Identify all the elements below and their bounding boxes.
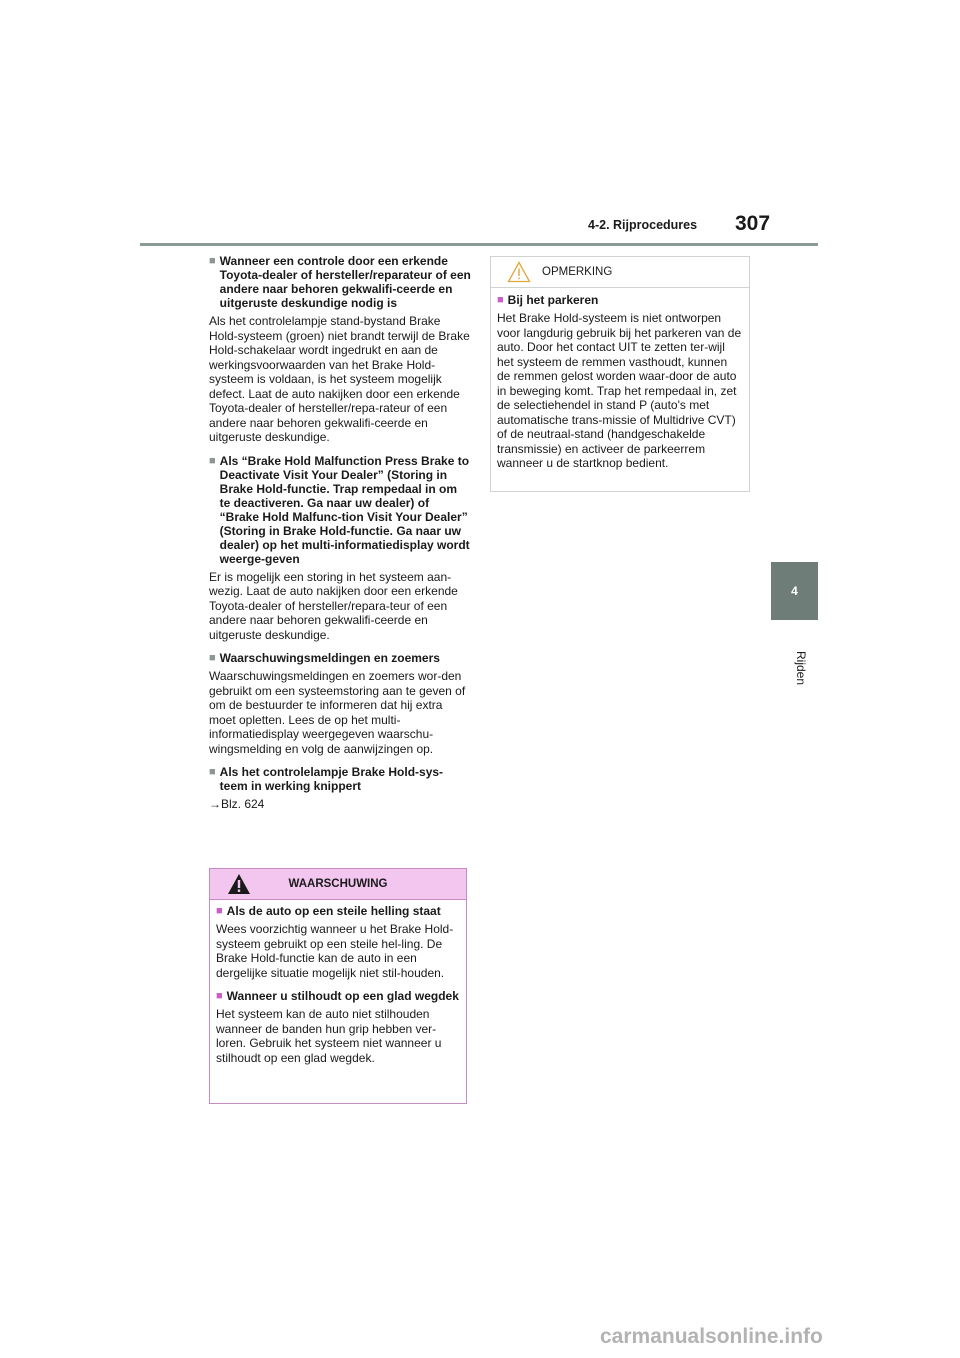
square-bullet-icon: ■ bbox=[216, 905, 223, 917]
note-title-bar bbox=[491, 257, 749, 288]
warning-box bbox=[209, 868, 467, 1104]
note-box bbox=[490, 256, 750, 492]
square-bullet-icon: ■ bbox=[209, 454, 216, 467]
section-body: Het systeem kan de auto niet stilhouden wanneer de banden hun grip hebben ver-loren. Gebruik het systeem niet wanneer u stilhoudt op een glad wegdek. bbox=[216, 1007, 442, 1065]
square-bullet-icon: ■ bbox=[209, 652, 216, 664]
header-rule bbox=[140, 243, 818, 246]
section-heading: Als de auto op een steile helling staat bbox=[226, 904, 441, 918]
warning-title: WAARSCHUWING bbox=[288, 877, 388, 890]
section-body: Wees voorzichtig wanneer u het Brake Hold-systeem gebruikt op een steile hel-ling. De Brake Hold-functie kan de auto in een dergelijke situatie mogelijk niet stil-houden. bbox=[216, 922, 454, 980]
square-bullet-icon: ■ bbox=[209, 255, 216, 267]
section-body: Als het controlelampje stand-bystand Brake Hold-systeem (groen) niet brandt terwijl de Brake Hold-schakelaar wordt ingedrukt en aan de werkingsvoorwaarden van het Brake Hold-systeem is voldaan, is het systeem mogelijk defect. Laat de auto nakijken door een erkende Toyota-dealer of hersteller/repa-rateur of een andere naar behoren gekwalifi-ceerde en uitgeruste deskundige. bbox=[209, 314, 470, 444]
section-heading: Als het controlelampje Brake Hold-sys-teem in werking knippert bbox=[219, 765, 444, 793]
section-heading: Waarschuwingsmeldingen en zoemers bbox=[219, 651, 440, 665]
section-heading: Als “Brake Hold Malfunction Press Brake to Deactivate Visit Your Dealer” (Storing in Brake Hold-functie. Trap rempedaal in om te deactiveren. Ga naar uw dealer) of “Brake Hold Malfunc-tion Visit Your Dealer” (Storing in Brake Hold-functie. Ga naar uw dealer) op het multi-informatiedisplay wordt weerge-geven bbox=[219, 453, 470, 566]
square-bullet-icon: ■ bbox=[497, 294, 504, 306]
page-reference-link[interactable]: →Blz. 624 bbox=[209, 797, 265, 811]
section-heading: Bij het parkeren bbox=[507, 293, 599, 307]
square-bullet-icon: ■ bbox=[209, 766, 216, 778]
section-indicator-flashing bbox=[209, 765, 471, 812]
page-number: 307 bbox=[735, 212, 771, 235]
warning-title-bar bbox=[210, 869, 466, 900]
section-body: Waarschuwingsmeldingen en zoemers wor-den gebruikt om een systeemstoring aan te geven of om de bestuurder te informeren dat hij extra moet opletten. Lees de op het multi-informatiedisplay weergegeven waarschu-wingsmelding en volg de aanwijzingen op. bbox=[209, 669, 466, 756]
chapter-number: 4 bbox=[791, 584, 798, 598]
section-malfunction-message bbox=[209, 454, 471, 643]
section-heading: Wanneer u stilhoudt op een glad wegdek bbox=[226, 989, 459, 1003]
section-heading: Wanneer een controle door een erkende Toyota-dealer of hersteller/reparateur of een andere naar behoren gekwalifi-ceerde en uitgeruste deskundige nodig is bbox=[219, 254, 471, 310]
section-dealer-check bbox=[209, 254, 471, 445]
note-title: OPMERKING bbox=[542, 265, 613, 278]
chapter-tab bbox=[771, 562, 818, 620]
chapter-label: Rijden bbox=[794, 651, 808, 686]
warning-section-slippery-road bbox=[216, 989, 460, 1065]
section-body: Het Brake Hold-systeem is niet ontworpen voor langdurig gebruik bij het parkeren van de auto. Door het contact UIT te zetten ter-wijl het systeem de remmen vasthoudt, kunnen de remmen gelost worden waar-door de auto in beweging komt. Trap het rempedaal in, zet de selectiehendel in stand P (auto's met automatische trans-missie of Multidrive CVT) of de neutraal-stand (handgeschakelde transmissie) en activeer de parkeerrem wanneer u de startknop bedient. bbox=[497, 311, 742, 470]
section-warning-messages bbox=[209, 651, 471, 756]
watermark: carmanualsonline.info bbox=[600, 1325, 823, 1348]
square-bullet-icon: ■ bbox=[216, 990, 223, 1002]
caution-triangle-icon bbox=[507, 261, 531, 283]
section-body: Er is mogelijk een storing in het systeem aan-wezig. Laat de auto nakijken door een erkende Toyota-dealer of hersteller/repara-teur of een andere naar behoren gekwalifi-ceerde en uitgeruste deskundige. bbox=[209, 569, 458, 642]
warning-section-steep-slope bbox=[216, 904, 460, 980]
header-section-title: 4-2. Rijprocedures bbox=[588, 218, 698, 232]
left-column bbox=[209, 254, 471, 821]
warning-triangle-icon bbox=[227, 873, 251, 895]
note-section-parking bbox=[497, 293, 743, 471]
